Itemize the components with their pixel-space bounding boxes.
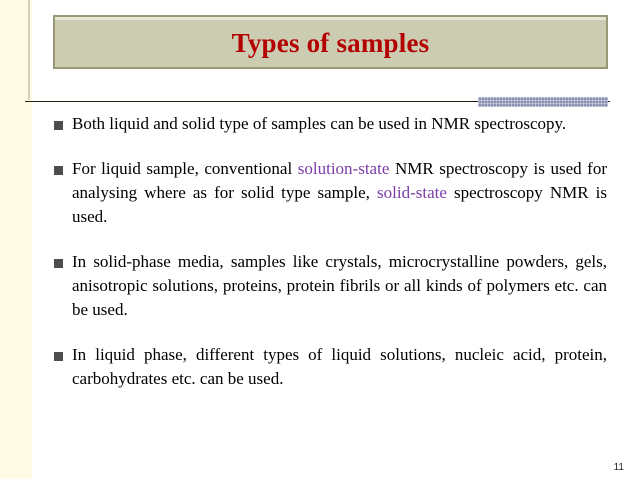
bullet-list (52, 112, 607, 412)
page-number: 11 (613, 462, 624, 473)
square-bullet-icon (54, 166, 63, 175)
bullet-text-segment: For liquid sample, conventional (72, 159, 298, 178)
square-bullet-icon (54, 121, 63, 130)
bullet-text (72, 159, 607, 226)
square-bullet-icon (54, 259, 63, 268)
bullet-text-segment: In liquid phase, different types of liquid solutions, nucleic acid, protein, carbohydrates etc. can be used. (72, 345, 607, 388)
square-bullet-icon (54, 352, 63, 361)
bullet-item (52, 112, 607, 136)
band-edge-line (28, 0, 30, 100)
bullet-text-segment: In solid-phase media, samples like crystals, microcrystalline powders, gels, anisotropic solutions, proteins, protein fibrils or all kinds of polymers etc. can be used. (72, 252, 607, 319)
bullet-text-segment: spectroscopy NMR is used. (72, 183, 607, 226)
bullet-text (72, 114, 566, 133)
title-box-highlight (55, 17, 606, 20)
bullet-text-segment: Both liquid and solid type of samples can be used in NMR spectroscopy. (72, 114, 567, 133)
bullet-item (52, 343, 607, 391)
highlighted-term: solution-state (297, 159, 390, 178)
bullet-text (72, 345, 607, 388)
highlighted-term: solid-state (377, 183, 447, 202)
bullet-item (52, 157, 607, 229)
title-box (53, 15, 608, 69)
bullet-text-segment: NMR spectroscopy is used for analysing where as for solid type sample, (72, 159, 608, 202)
bullet-text (72, 252, 607, 319)
slide-title: Types of samples (231, 27, 430, 58)
bullet-item (52, 250, 607, 322)
decorative-pattern-block (478, 97, 608, 107)
left-decorative-band (0, 0, 32, 479)
